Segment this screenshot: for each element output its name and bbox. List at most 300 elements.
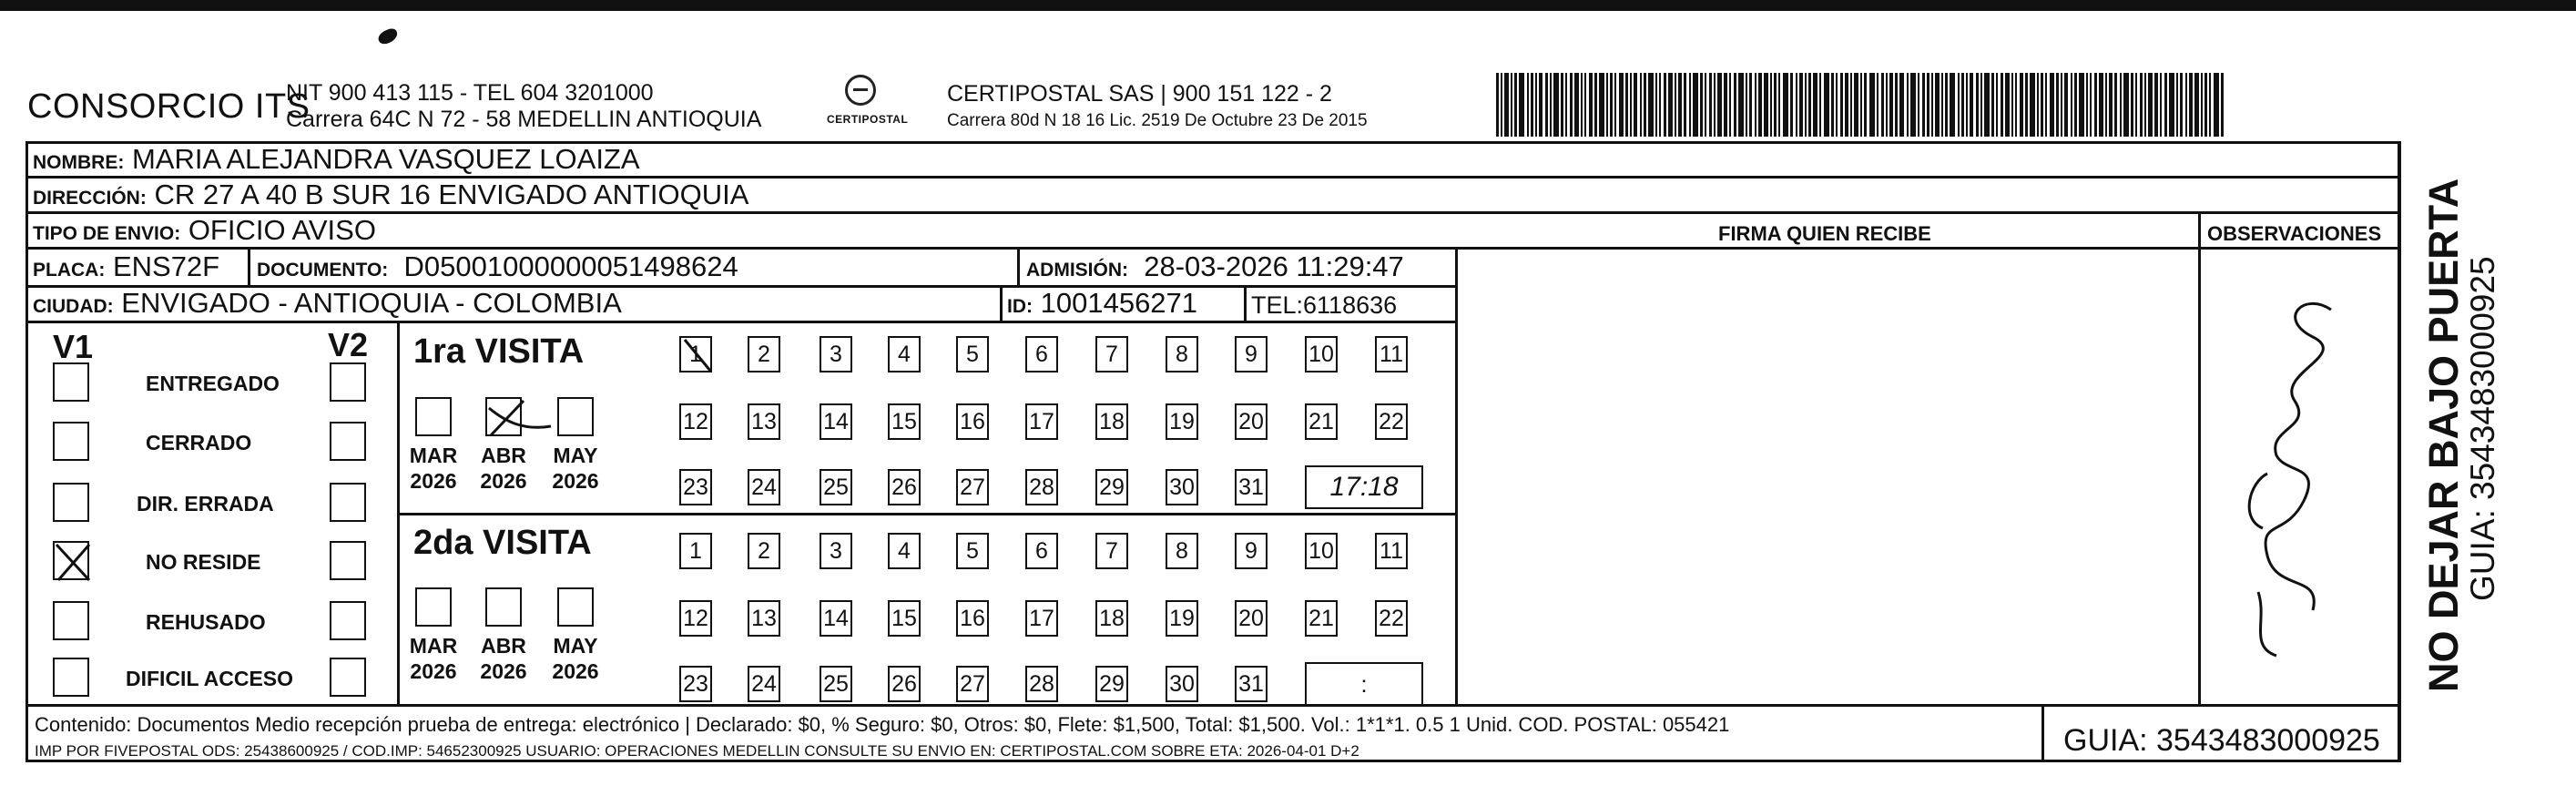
- right-border: [2398, 141, 2400, 762]
- day-box[interactable]: 9: [1235, 533, 1268, 569]
- barcode-bar: [1519, 73, 1524, 137]
- status-label: CERRADO: [146, 431, 252, 454]
- month-name: MAY: [553, 444, 598, 467]
- barcode-bar: [1991, 73, 1994, 137]
- certipostal-info: [947, 80, 1368, 135]
- ciudad-label: CIUDAD:: [33, 296, 114, 317]
- status-label: ENTREGADO: [146, 372, 280, 395]
- day-box[interactable]: 15: [888, 403, 921, 440]
- day-box[interactable]: 16: [956, 403, 989, 440]
- barcode-bar: [1504, 73, 1509, 137]
- tipo-label: TIPO DE ENVIO:: [33, 223, 181, 244]
- barcode-bar: [1941, 73, 1943, 137]
- day-box[interactable]: 17: [1025, 600, 1058, 637]
- barcode-bar: [2185, 73, 2187, 137]
- barcode-bar: [1799, 73, 1803, 137]
- barcode-bar: [1907, 73, 1909, 137]
- day-box[interactable]: 22: [1375, 600, 1408, 637]
- barcode-bar: [2045, 73, 2047, 137]
- barcode-bar: [1619, 73, 1624, 137]
- barcode-bar: [2011, 73, 2013, 137]
- month-checkbox[interactable]: [557, 587, 594, 627]
- check-mark-icon: [681, 338, 714, 374]
- address-line: Carrera 64C N 72 - 58 MEDELLIN ANTIOQUIA: [286, 107, 762, 132]
- barcode-bar: [2160, 73, 2162, 137]
- visit-divider: [397, 513, 1455, 515]
- day-box[interactable]: 1: [679, 533, 712, 569]
- day-box[interactable]: 21: [1305, 403, 1338, 440]
- day-box[interactable]: 19: [1166, 600, 1198, 637]
- day-box[interactable]: 8: [1166, 336, 1198, 372]
- barcode-bar: [1531, 73, 1533, 137]
- barcode-bar: [2061, 73, 2062, 137]
- barcode-bar: [1854, 73, 1858, 137]
- barcode-bar: [1634, 73, 1637, 137]
- status-label: NO RESIDE: [146, 550, 261, 574]
- month-checkbox[interactable]: [557, 397, 594, 436]
- barcode-bar: [1610, 73, 1613, 137]
- company-name: CONSORCIO ITS: [27, 87, 311, 126]
- barcode-bar: [1813, 73, 1817, 137]
- barcode-bar: [1889, 73, 1893, 137]
- barcode-bar: [1581, 73, 1583, 137]
- firma-divider: [1455, 247, 1458, 704]
- barcode-bar: [1927, 73, 1929, 137]
- barcode-bar: [2105, 73, 2107, 137]
- day-box[interactable]: 7: [1095, 336, 1128, 372]
- day-box[interactable]: 24: [748, 469, 780, 505]
- barcode-bar: [1770, 73, 1772, 137]
- barcode-bar: [2050, 73, 2054, 137]
- barcode-bar: [1970, 73, 1973, 137]
- ciudad-row: [33, 288, 622, 322]
- id-divider: [1000, 285, 1003, 321]
- direccion-label: DIRECCIÓN:: [33, 188, 147, 209]
- day-box[interactable]: 17: [1025, 403, 1058, 440]
- barcode-bar: [1678, 73, 1682, 137]
- ciudad-value: ENVIGADO - ANTIOQUIA - COLOMBIA: [121, 287, 622, 319]
- month-name: MAY: [553, 634, 598, 658]
- barcode-bar: [1501, 73, 1502, 137]
- barcode-bar: [1831, 73, 1834, 137]
- barcode-bar: [1922, 73, 1925, 137]
- day-box[interactable]: 11: [1375, 336, 1408, 372]
- day-box[interactable]: 14: [820, 600, 852, 637]
- barcode-bar: [1774, 73, 1777, 137]
- barcode-bar: [1845, 73, 1848, 137]
- barcode-bar: [2164, 73, 2167, 137]
- day-box[interactable]: 4: [888, 336, 921, 372]
- barcode-bar: [2041, 73, 2043, 137]
- day-box[interactable]: 24: [748, 666, 780, 702]
- tel-divider: [1244, 285, 1247, 321]
- month-checkbox[interactable]: [415, 397, 452, 436]
- barcode-bar: [2071, 73, 2072, 137]
- barcode-bar: [2114, 73, 2117, 137]
- day-box[interactable]: 26: [888, 469, 921, 505]
- barcode-bar: [1910, 73, 1916, 137]
- day-box[interactable]: 7: [1095, 533, 1128, 569]
- barcode-bar: [1625, 73, 1628, 137]
- barcode-bar: [1819, 73, 1821, 137]
- month-label: [474, 443, 533, 494]
- observaciones-divider: [2198, 211, 2201, 704]
- barcode-bar: [1594, 73, 1597, 137]
- barcode-bar: [2154, 73, 2158, 137]
- month-label: [404, 443, 463, 494]
- barcode-bar: [1599, 73, 1604, 137]
- barcode-bar: [2074, 73, 2077, 137]
- day-box[interactable]: 23: [679, 469, 712, 505]
- day-box[interactable]: 16: [956, 600, 989, 637]
- barcode-bar: [1659, 73, 1661, 137]
- direccion-row: [33, 179, 748, 214]
- row-divider: [25, 247, 2398, 250]
- barcode-bar: [1527, 73, 1529, 137]
- month-checkbox[interactable]: [485, 587, 522, 627]
- barcode-bar: [2099, 73, 2103, 137]
- barcode-bar: [2135, 73, 2137, 137]
- barcode-bar: [1886, 73, 1888, 137]
- barcode-bar: [1668, 73, 1673, 137]
- day-box[interactable]: 3: [820, 533, 852, 569]
- day-box[interactable]: 10: [1305, 533, 1338, 569]
- barcode-bar: [1640, 73, 1642, 137]
- barcode-bar: [1836, 73, 1838, 137]
- day-box[interactable]: 28: [1025, 469, 1058, 505]
- day-box[interactable]: 18: [1095, 600, 1128, 637]
- documento-row: [257, 251, 738, 286]
- placa-value: ENS72F: [112, 250, 220, 282]
- barcode-bar: [1808, 73, 1811, 137]
- barcode-bar: [1877, 73, 1879, 137]
- day-box[interactable]: 21: [1305, 600, 1338, 637]
- no-dejar-warning: NO DEJAR BAJO PUERTA: [2420, 178, 2467, 692]
- certipostal-logo: [827, 75, 909, 131]
- tipo-row: [33, 215, 376, 250]
- day-box[interactable]: 6: [1025, 336, 1058, 372]
- footer-print-info: IMP POR FIVEPOSTAL ODS: 25438600925 / COD.IMP: 54652300925 USUARIO: OPERACIONES MEDELLIN CONSULTE SU ENVIO EN: CERTIPOSTAL.COM SOBRE ETA: 2026-04-01 D+2: [35, 742, 1359, 760]
- delivery-form-frame: [25, 141, 2401, 762]
- month-year: 2026: [410, 469, 457, 493]
- barcode-bar: [2025, 73, 2028, 137]
- barcode-bar: [1796, 73, 1797, 137]
- barcode-bar: [1705, 73, 1706, 137]
- barcode: [1496, 73, 2230, 137]
- tipo-value: OFICIO AVISO: [188, 214, 376, 246]
- barcode-bar: [1931, 73, 1933, 137]
- day-box[interactable]: 30: [1166, 666, 1198, 702]
- barcode-bar: [1675, 73, 1676, 137]
- barcode-bar: [2064, 73, 2068, 137]
- day-box[interactable]: 23: [679, 666, 712, 702]
- barcode-bar: [1860, 73, 1862, 137]
- v1-header: V1: [53, 328, 94, 365]
- status-label: DIFICIL ACCESO: [126, 667, 294, 690]
- barcode-bar: [1630, 73, 1632, 137]
- barcode-bar: [1614, 73, 1616, 137]
- logo-text: CERTIPOSTAL: [827, 113, 909, 126]
- v2-checkbox[interactable]: [330, 601, 366, 640]
- handwritten-signature: [2213, 291, 2386, 674]
- barcode-bar: [1758, 73, 1762, 137]
- nit-line: NIT 900 413 115 - TEL 604 3201000: [286, 80, 654, 106]
- barcode-bar: [2123, 73, 2129, 137]
- day-box[interactable]: 18: [1095, 403, 1128, 440]
- visit1-title: 1ra VISITA: [413, 332, 585, 371]
- barcode-bar: [1778, 73, 1780, 137]
- barcode-bar: [1606, 73, 1608, 137]
- barcode-bar: [1850, 73, 1852, 137]
- barcode-bar: [2194, 73, 2199, 137]
- status-label: REHUSADO: [146, 610, 266, 634]
- day-box[interactable]: 29: [1095, 469, 1128, 505]
- status-divider: [397, 321, 400, 704]
- id-row: [1007, 288, 1197, 322]
- day-box[interactable]: 28: [1025, 666, 1058, 702]
- observaciones-header: OBSERVACIONES: [2207, 222, 2382, 245]
- v2-checkbox[interactable]: [330, 362, 366, 402]
- guia-number: GUIA: 3543483000925: [2063, 723, 2380, 758]
- day-box[interactable]: 6: [1025, 533, 1058, 569]
- barcode-bar: [1864, 73, 1867, 137]
- month-year: 2026: [552, 469, 599, 493]
- check-mark-icon: [55, 543, 91, 582]
- barcode-bar: [2201, 73, 2203, 137]
- barcode-bar: [1945, 73, 1948, 137]
- month-name: ABR: [481, 444, 526, 467]
- day-box[interactable]: 20: [1235, 600, 1268, 637]
- day-box[interactable]: 27: [956, 666, 989, 702]
- day-box[interactable]: 2: [748, 336, 780, 372]
- documento-value: D05001000000051498624: [403, 250, 738, 282]
- tel-value: TEL:6118636: [1251, 291, 1398, 319]
- barcode-bar: [1693, 73, 1698, 137]
- barcode-bar: [1589, 73, 1593, 137]
- barcode-bar: [1535, 73, 1537, 137]
- admision-label: ADMISIÓN:: [1026, 260, 1128, 281]
- status-label: DIR. ERRADA: [137, 492, 274, 515]
- direccion-value: CR 27 A 40 B SUR 16 ENVIGADO ANTIOQUIA: [154, 179, 749, 210]
- barcode-bar: [1496, 73, 1499, 137]
- barcode-bar: [2180, 73, 2183, 137]
- day-box[interactable]: 20: [1235, 403, 1268, 440]
- month-year: 2026: [410, 659, 457, 683]
- day-box[interactable]: 31: [1235, 666, 1268, 702]
- month-label: [404, 633, 463, 684]
- barcode-bar: [1514, 73, 1517, 137]
- day-box[interactable]: 3: [820, 336, 852, 372]
- barcode-bar: [1976, 73, 1979, 137]
- barcode-bar: [1958, 73, 1960, 137]
- day-box[interactable]: 26: [888, 666, 921, 702]
- barcode-bar: [1574, 73, 1579, 137]
- time-box[interactable]: :: [1305, 662, 1423, 706]
- barcode-bar: [2209, 73, 2211, 137]
- barcode-bar: [1648, 73, 1654, 137]
- barcode-bar: [1561, 73, 1563, 137]
- barcode-bar: [1790, 73, 1793, 137]
- barcode-bar: [1918, 73, 1919, 137]
- barcode-bar: [1729, 73, 1731, 137]
- day-box[interactable]: 1: [679, 336, 712, 372]
- barcode-bar: [2120, 73, 2122, 137]
- barcode-bar: [1869, 73, 1875, 137]
- month-name: MAR: [409, 634, 458, 658]
- barcode-bar: [1805, 73, 1807, 137]
- barcode-bar: [2189, 73, 2193, 137]
- barcode-bar: [1966, 73, 1968, 137]
- day-box[interactable]: 4: [888, 533, 921, 569]
- logo-emblem-icon: [845, 75, 876, 106]
- barcode-bar: [1783, 73, 1788, 137]
- company-info: [286, 80, 761, 133]
- barcode-bar: [2214, 73, 2219, 137]
- barcode-bar: [2086, 73, 2088, 137]
- barcode-bar: [1881, 73, 1884, 137]
- v2-checkbox[interactable]: [330, 541, 366, 580]
- day-box[interactable]: 25: [820, 469, 852, 505]
- day-box[interactable]: 29: [1095, 666, 1128, 702]
- admision-divider: [1017, 247, 1020, 285]
- barcode-bar: [1950, 73, 1955, 137]
- certi-line-2: Carrera 80d N 18 16 Lic. 2519 De Octubre 23 De 2015: [947, 111, 1368, 130]
- certi-line-1: CERTIPOSTAL SAS | 900 151 122 - 2: [947, 81, 1332, 107]
- day-box[interactable]: 25: [820, 666, 852, 702]
- v1-checkbox[interactable]: [53, 483, 89, 522]
- firma-header: FIRMA QUIEN RECIBE: [1718, 222, 1931, 245]
- barcode-bar: [1996, 73, 1998, 137]
- month-year: 2026: [552, 659, 599, 683]
- v1-checkbox[interactable]: [53, 601, 89, 640]
- barcode-bar: [2056, 73, 2059, 137]
- barcode-bar: [1570, 73, 1573, 137]
- v2-checkbox[interactable]: [330, 422, 366, 461]
- nombre-value: MARIA ALEJANDRA VASQUEZ LOAIZA: [131, 143, 640, 175]
- day-box[interactable]: 13: [748, 403, 780, 440]
- day-box[interactable]: 9: [1235, 336, 1268, 372]
- barcode-bar: [1700, 73, 1703, 137]
- month-year: 2026: [480, 659, 527, 683]
- barcode-bar: [1584, 73, 1586, 137]
- month-label: [474, 633, 533, 684]
- barcode-bar: [2140, 73, 2143, 137]
- id-label: ID:: [1007, 296, 1033, 317]
- barcode-bar: [1565, 73, 1567, 137]
- v1-checkbox[interactable]: [53, 362, 89, 402]
- barcode-bar: [2005, 73, 2010, 137]
- barcode-bar: [1895, 73, 1898, 137]
- day-box[interactable]: 30: [1166, 469, 1198, 505]
- barcode-bar: [1746, 73, 1747, 137]
- barcode-bar: [1738, 73, 1744, 137]
- barcode-bar: [1824, 73, 1829, 137]
- barcode-bar: [1511, 73, 1512, 137]
- v1-checkbox[interactable]: [53, 658, 89, 697]
- day-box[interactable]: 10: [1305, 336, 1338, 372]
- day-box[interactable]: 12: [679, 403, 712, 440]
- day-box[interactable]: 27: [956, 469, 989, 505]
- day-box[interactable]: 19: [1166, 403, 1198, 440]
- v2-header: V2: [328, 326, 369, 363]
- day-box[interactable]: 15: [888, 600, 921, 637]
- barcode-bar: [2144, 73, 2146, 137]
- barcode-bar: [2037, 73, 2039, 137]
- barcode-bar: [1764, 73, 1768, 137]
- v1-checkbox[interactable]: [53, 541, 89, 580]
- barcode-bar: [1709, 73, 1712, 137]
- side-guia: GUIA: 3543483000925: [2464, 256, 2501, 601]
- barcode-bar: [1684, 73, 1686, 137]
- guia-divider: [2041, 704, 2044, 762]
- day-box[interactable]: 14: [820, 403, 852, 440]
- time-box[interactable]: 17:18: [1305, 465, 1423, 509]
- id-value: 1001456271: [1040, 287, 1198, 319]
- barcode-bar: [2148, 73, 2153, 137]
- day-box[interactable]: 8: [1166, 533, 1198, 569]
- barcode-bar: [2109, 73, 2113, 137]
- day-box[interactable]: 22: [1375, 403, 1408, 440]
- barcode-bar: [1714, 73, 1716, 137]
- day-box[interactable]: 11: [1375, 533, 1408, 569]
- barcode-bar: [1734, 73, 1736, 137]
- barcode-bar: [1689, 73, 1691, 137]
- month-name: MAR: [409, 444, 458, 467]
- barcode-bar: [2001, 73, 2003, 137]
- day-box[interactable]: 13: [748, 600, 780, 637]
- barcode-bar: [1984, 73, 1990, 137]
- v2-checkbox[interactable]: [330, 483, 366, 522]
- month-checkbox[interactable]: [415, 587, 452, 627]
- barcode-bar: [1935, 73, 1940, 137]
- month-label: [546, 443, 605, 494]
- day-box[interactable]: 5: [956, 533, 989, 569]
- v2-checkbox[interactable]: [330, 658, 366, 697]
- barcode-bar: [1980, 73, 1982, 137]
- day-box[interactable]: 31: [1235, 469, 1268, 505]
- placa-label: PLACA:: [33, 260, 106, 281]
- barcode-bar: [1553, 73, 1559, 137]
- barcode-bar: [2020, 73, 2023, 137]
- day-box[interactable]: 2: [748, 533, 780, 569]
- nombre-label: NOMBRE:: [33, 152, 125, 173]
- barcode-bar: [2090, 73, 2092, 137]
- month-checkbox[interactable]: [485, 397, 522, 436]
- barcode-bar: [1664, 73, 1666, 137]
- barcode-bar: [1724, 73, 1727, 137]
- barcode-bar: [2079, 73, 2084, 137]
- month-name: ABR: [481, 634, 526, 658]
- barcode-bar: [1749, 73, 1752, 137]
- admision-row: [1026, 251, 1404, 286]
- barcode-bar: [1717, 73, 1722, 137]
- ink-blot: [376, 26, 400, 46]
- month-year: 2026: [480, 469, 527, 493]
- barcode-bar: [1961, 73, 1964, 137]
- day-box[interactable]: 5: [956, 336, 989, 372]
- barcode-bar: [2015, 73, 2017, 137]
- barcode-bar: [1899, 73, 1904, 137]
- footer-content: Contenido: Documentos Medio recepción prueba de entrega: electrónico | Declarado: $0, % Seguro: $0, Otros: $0, Flete: $1,500, Total: $1,500. Vol.: 1*1*1. 0.5 1 Unid. COD. POSTAL: 055421: [35, 713, 1730, 736]
- month-label: [546, 633, 605, 684]
- barcode-bar: [1840, 73, 1843, 137]
- barcode-bar: [2221, 73, 2224, 137]
- barcode-bar: [1539, 73, 1543, 137]
- day-box[interactable]: 12: [679, 600, 712, 637]
- barcode-bar: [1655, 73, 1657, 137]
- barcode-bar: [1550, 73, 1552, 137]
- v1-checkbox[interactable]: [53, 422, 89, 461]
